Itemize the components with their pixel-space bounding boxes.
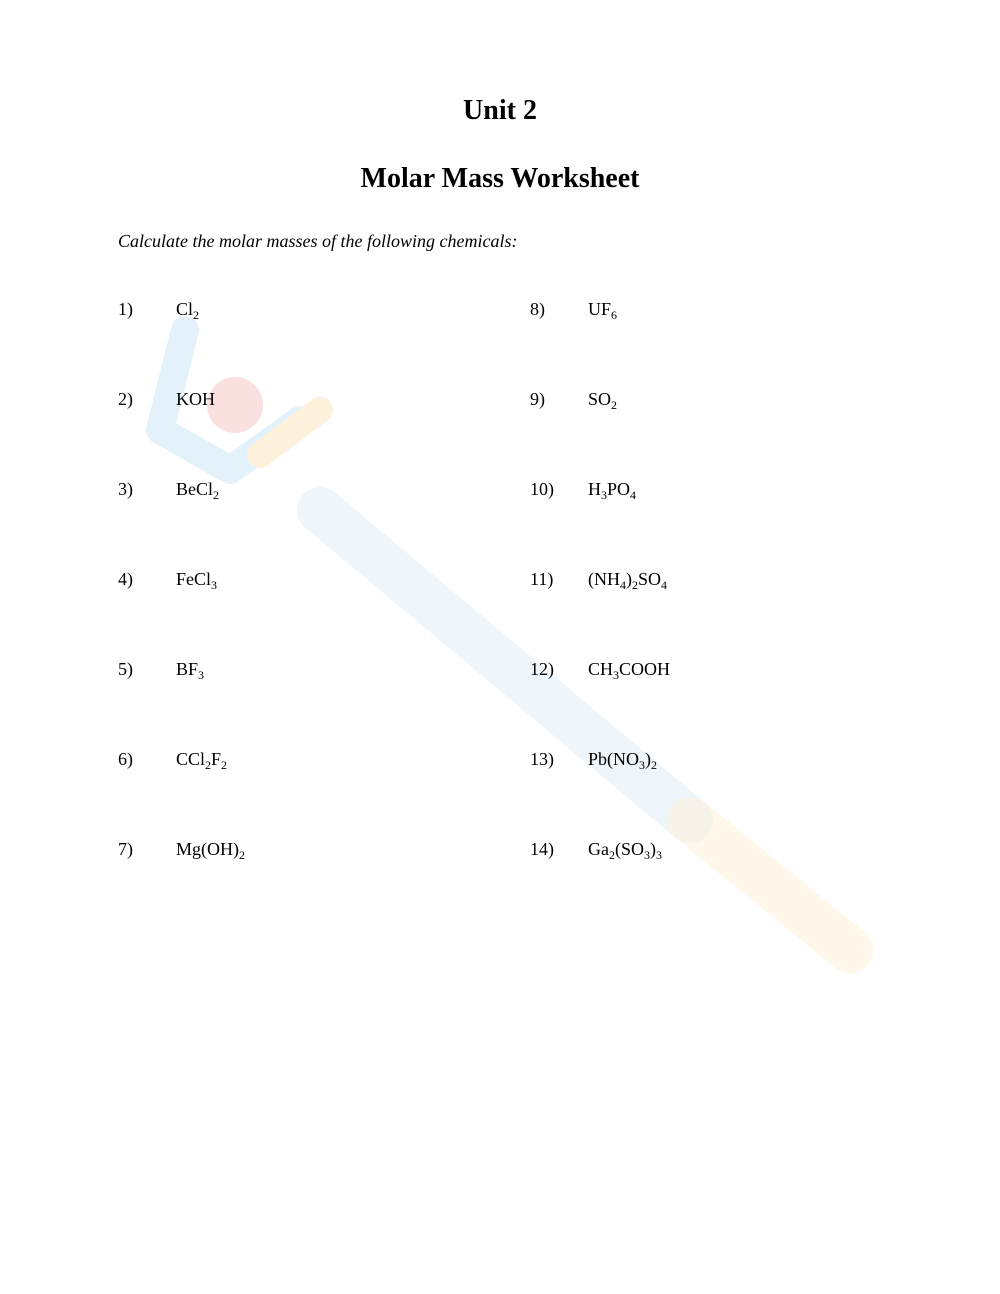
problem-number: 6) <box>118 749 133 769</box>
formula-text: SO <box>588 389 612 409</box>
formula-subscript: 2 <box>239 848 245 862</box>
worksheet-title: Molar Mass Worksheet <box>360 163 640 194</box>
formula-subscript: 2 <box>221 758 228 772</box>
problem-number: 10) <box>530 479 554 499</box>
formula-subscript: 3 <box>639 758 646 772</box>
formula-subscript: 3 <box>656 848 663 862</box>
problem-number: 7) <box>118 839 133 859</box>
formula-text: ) <box>650 839 657 859</box>
formula-subscript: 2 <box>609 848 615 862</box>
problem-number: 2) <box>118 389 133 409</box>
formula-text: BF <box>176 659 199 679</box>
problem-number: 11) <box>530 569 554 589</box>
chemical-formula <box>176 837 245 861</box>
chemical-formula <box>588 477 636 501</box>
formula-text: Cl <box>176 299 194 319</box>
formula-text: (SO <box>615 839 645 859</box>
formula-subscript: 3 <box>613 668 620 682</box>
formula-text: UF <box>588 299 612 319</box>
formula-subscript: 2 <box>651 758 658 772</box>
formula-subscript: 4 <box>620 578 626 592</box>
formula-text: SO <box>638 569 662 589</box>
formula-subscript: 4 <box>630 488 637 502</box>
formula-text: (NH <box>588 569 620 589</box>
formula-subscript: 6 <box>611 308 618 322</box>
formula-subscript: 2 <box>632 578 638 592</box>
problem-number: 14) <box>530 839 554 859</box>
problem-number: 12) <box>530 659 554 679</box>
chemical-formula <box>176 297 199 321</box>
formula-subscript: 2 <box>205 758 212 772</box>
formula-text: F <box>211 749 222 769</box>
formula-subscript: 2 <box>193 308 200 322</box>
chemical-formula <box>588 837 662 861</box>
formula-text: PO <box>607 479 631 499</box>
chemical-formula <box>176 477 219 501</box>
formula-subscript: 2 <box>611 398 618 412</box>
formula-text: COOH <box>619 659 671 679</box>
formula-text: Ga <box>588 839 609 859</box>
problem-number: 4) <box>118 569 133 589</box>
formula-subscript: 3 <box>644 848 651 862</box>
chemical-formula <box>176 567 217 591</box>
chemical-formula <box>176 747 227 771</box>
chemical-formula <box>176 657 204 681</box>
problem-number: 3) <box>118 479 133 499</box>
formula-subscript: 3 <box>198 668 205 682</box>
formula-subscript: 3 <box>211 578 218 592</box>
formula-text: H <box>588 479 601 499</box>
formula-text: CH <box>588 659 614 679</box>
problem-number: 9) <box>530 389 545 409</box>
chemical-formula <box>588 297 617 321</box>
problem-number: 1) <box>118 299 133 319</box>
chemical-formula <box>588 657 670 681</box>
formula-subscript: 2 <box>213 488 220 502</box>
problem-number: 5) <box>118 659 133 679</box>
formula-text: FeCl <box>176 569 212 589</box>
formula-text: Mg(OH) <box>176 839 239 859</box>
unit-title: Unit 2 <box>463 95 537 126</box>
formula-text: ) <box>626 569 632 589</box>
formula-text: BeCl <box>176 479 214 499</box>
chemical-formula <box>588 567 667 591</box>
problem-number: 8) <box>530 299 545 319</box>
chemical-formula <box>588 747 657 771</box>
formula-subscript: 4 <box>661 578 668 592</box>
formula-text: Pb(NO <box>588 749 640 769</box>
formula-text: CCl <box>176 749 206 769</box>
chemical-formula <box>588 387 617 411</box>
formula-subscript: 3 <box>601 488 607 502</box>
formula-text: ) <box>645 749 652 769</box>
instructions-text: Calculate the molar masses of the following chemicals: <box>118 231 518 251</box>
problem-number: 13) <box>530 749 554 769</box>
formula-text: KOH <box>176 389 215 409</box>
chemical-formula <box>176 387 215 411</box>
